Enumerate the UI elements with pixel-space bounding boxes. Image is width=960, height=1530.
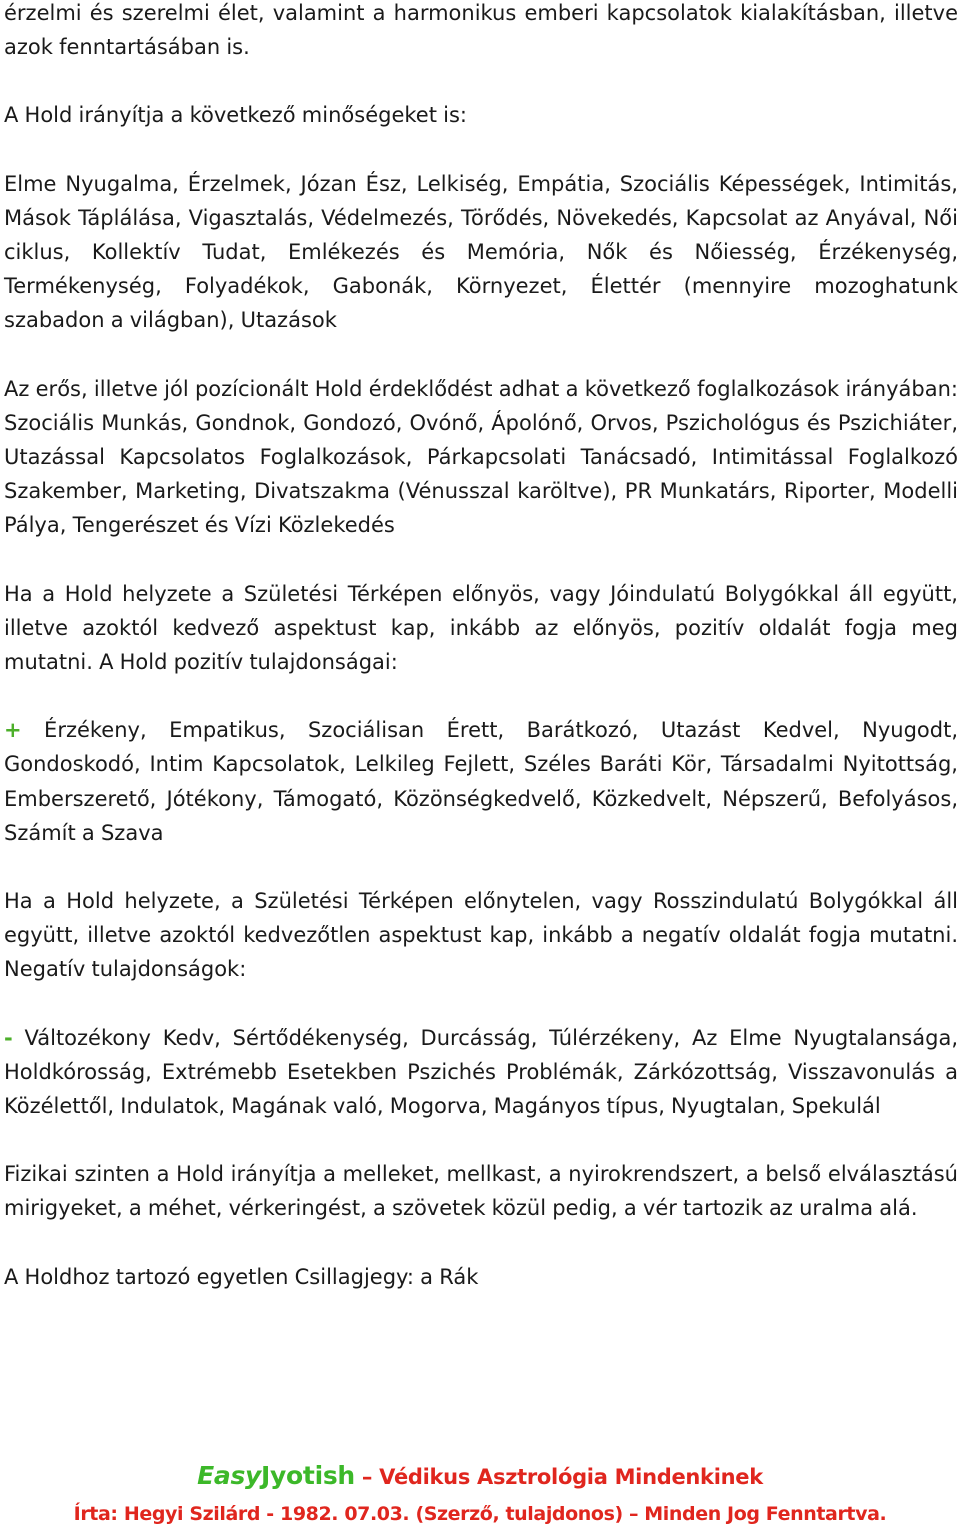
paragraph-negative-traits bbox=[4, 1021, 958, 1124]
document-page bbox=[4, 0, 958, 1294]
spacer bbox=[4, 1123, 958, 1157]
brand-easy: Easy bbox=[197, 1461, 262, 1490]
spacer bbox=[4, 850, 958, 884]
footer-credit: Írta: Hegyi Szilárd - 1982. 07.03. (Szerző, tulajdonos) – Minden Jog Fenntartva. bbox=[73, 1503, 887, 1525]
paragraph-positive-intro: Ha a Hold helyzete a Születési Térképen előnyös, vagy Jóindulatú Bolygókkal áll együtt, illetve azoktól kedvező aspektust kap, inkább az előnyös, pozitív oldalát fogja meg mutatni. A Hold pozitív tulajdonságai: bbox=[4, 581, 958, 675]
spacer bbox=[4, 338, 958, 372]
brand-subtitle: – Védikus Asztrológia Mindenkinek bbox=[354, 1465, 763, 1489]
positive-traits-text: Érzékeny, Empatikus, Szociálisan Érett, Barátkozó, Utazást Kedvel, Nyugodt, Gondoskodó, Intim Kapcsolatok, Lelkileg Fejlett, Széles Baráti Kör, Társadalmi Nyitottság, Emberszerető, Jótékony, Támogató, Közönségkedvelő, Közkedvelt, Népszerű, Befolyásos, Számít a Szava bbox=[4, 718, 958, 845]
brand-jyotish: Jyotish bbox=[261, 1461, 355, 1490]
spacer bbox=[4, 133, 958, 167]
paragraph-zodiac-sign: A Holdhoz tartozó egyetlen Csillagjegy: a Rák bbox=[4, 1264, 479, 1289]
paragraph-negative-intro: Ha a Hold helyzete, a Születési Térképen előnytelen, vagy Rosszindulatú Bolygókkal áll együtt, illetve azoktól kedvezőtlen aspektust kap, inkább a negatív oldalát fogja mutatni. Negatív tulajdonságok: bbox=[4, 889, 958, 982]
spacer bbox=[4, 679, 958, 713]
paragraph-physical: Fizikai szinten a Hold irányítja a melleket, mellkast, a nyirokrendszert, a belső elválasztású mirigyeket, a méhet, vérkeringést, a szövetek közül pedig, a vér tartozik az uralma alá. bbox=[4, 1162, 958, 1221]
minus-sign: - bbox=[4, 1025, 13, 1050]
spacer bbox=[4, 543, 958, 577]
spacer bbox=[4, 987, 958, 1021]
paragraph-qualities-heading: A Hold irányítja a következő minőségeket is: bbox=[4, 103, 467, 128]
paragraph-intro-continued: érzelmi és szerelmi élet, valamint a harmonikus emberi kapcsolatok kialakításban, illetve azok fenntartásában is. bbox=[4, 1, 958, 60]
paragraph-positive-traits bbox=[4, 713, 958, 850]
negative-traits-text: Változékony Kedv, Sértődékenység, Durcásság, Túlérzékeny, Az Elme Nyugtalansága, Holdkórosság, Extrémebb Esetekben Pszichés Problémák, Zárkózottság, Visszavonulás a Közélettől, Indulatok, Magának való, Mogorva, Magányos típus, Nyugtalan, Spekulál bbox=[4, 1025, 958, 1119]
plus-sign: + bbox=[4, 718, 22, 743]
paragraph-qualities-list: Elme Nyugalma, Érzelmek, Józan Ész, Lelkiség, Empátia, Szociális Képességek, Intimitás, Mások Táplálása, Vigasztalás, Védelmezés, Törődés, Növekedés, Kapcsolat az Anyával, Női ciklus, Kollektív Tudat, Emlékezés és Memória, Nők és Nőiesség, Érzékenység, Termékenység, Folyadékok, Gabonák, Környezet, Élettér (mennyire mozoghatunk szabadon a világban), Utazások bbox=[4, 171, 958, 333]
spacer bbox=[4, 1226, 958, 1260]
footer-brand bbox=[0, 1458, 960, 1495]
paragraph-occupations: Az erős, illetve jól pozícionált Hold érdeklődést adhat a következő foglalkozások irányában: Szociális Munkás, Gondnok, Gondozó, Ovónő, Ápolónő, Orvos, Pszichológus és Pszichiáter, Utazással Kapcsolatos Foglalkozások, Párkapcsolati Tanácsadó, Intimitással Foglalkozó Szakember, Marketing, Divatszakma (Vénusszal karöltve), PR Munkatárs, Riporter, Modelli Pálya, Tengerészet és Vízi Közlekedés bbox=[4, 376, 958, 538]
spacer bbox=[4, 64, 958, 98]
